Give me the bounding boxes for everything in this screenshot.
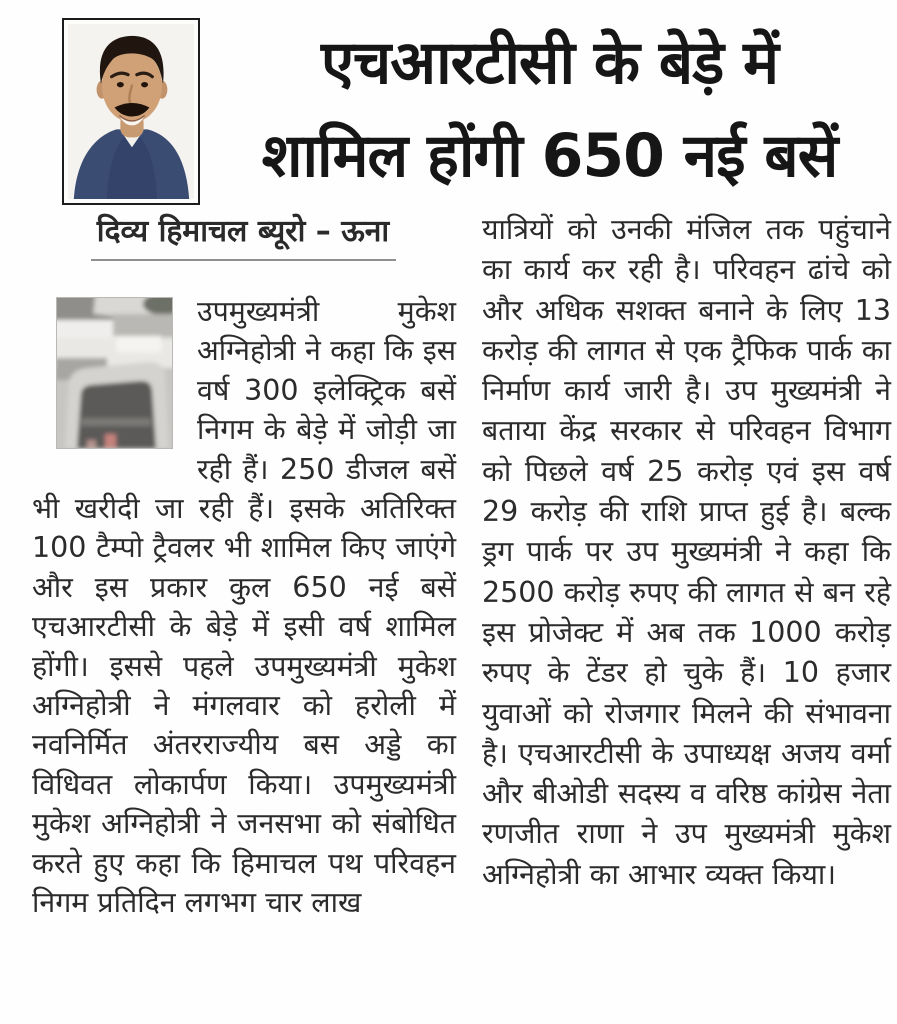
headline: [202, 12, 897, 208]
left-column: [32, 292, 456, 923]
buses-photo: [56, 297, 173, 449]
headline-line-1: एचआरटीसी के बेड़े में: [320, 28, 778, 98]
left-column-text: उपमुख्यमंत्री मुकेश अग्निहोत्री ने कहा कि इस वर्ष 300 इलेक्ट्रिक बसें निगम के बेड़े में जोड़ी जा रही हैं। 250 डीजल बसें भी खरीदी जा रही हैं। इसके अतिरिक्त 100 टैम्पो ट्रैवलर भी शामिल किए जाएंगे और इस प्रकार कुल 650 नई बसें एचआरटीसी के बेड़े में इसी वर्ष शामिल होंगी। इससे पहले उपमुख्यमंत्री मुकेश अग्निहोत्री ने मंगलवार को हरोली में नवनिर्मित अंतरराज्यीय बस अड्डे का विधिवत लोकार्पण किया। उपमुख्यमंत्री मुकेश अग्निहोत्री ने जनसभा को संबोधित करते हुए कहा कि हिमाचल पथ परिवहन निगम प्रतिदिन लगभग चार लाख: [32, 295, 456, 920]
byline: दिव्य हिमाचल ब्यूरो – ऊना: [96, 214, 390, 249]
byline-block: [30, 214, 456, 261]
headline-line-2: शामिल होंगी 650 नई बसें: [261, 121, 838, 191]
right-column-text: यात्रियों को उनकी मंजिल तक पहुंचाने का कार्य कर रही है। परिवहन ढांचे को और अधिक सशक्त बनाने के लिए 13 करोड़ की लागत से एक ट्रैफिक पार्क का निर्माण कार्य जारी है। उप मुख्यमंत्री ने बताया केंद्र सरकार से परिवहन विभाग को पिछले वर्ष 25 करोड़ एवं इस वर्ष 29 करोड़ की राशि प्राप्त हुई है। बल्क ड्रग पार्क पर उप मुख्यमंत्री ने कहा कि 2500 करोड़ रुपए की लागत से बन रहे इस प्रोजेक्ट में अब तक 1000 करोड़ रुपए के टेंडर हो चुके हैं। 10 हजार युवाओं को रोजगार मिलने की संभावना है। एचआरटीसी के उपाध्यक्ष अजय वर्मा और बीओडी सदस्य व वरिष्ठ कांग्रेस नेता रणजीत राणा ने उप मुख्यमंत्री मुकेश अग्निहोत्री का आभार व्यक्त किया।: [482, 213, 891, 891]
right-column: [482, 210, 891, 895]
portrait-photo-frame: [62, 18, 200, 205]
byline-rule: [91, 259, 396, 261]
buses-photo-image: [57, 298, 172, 448]
minister-portrait-image: [68, 24, 194, 199]
